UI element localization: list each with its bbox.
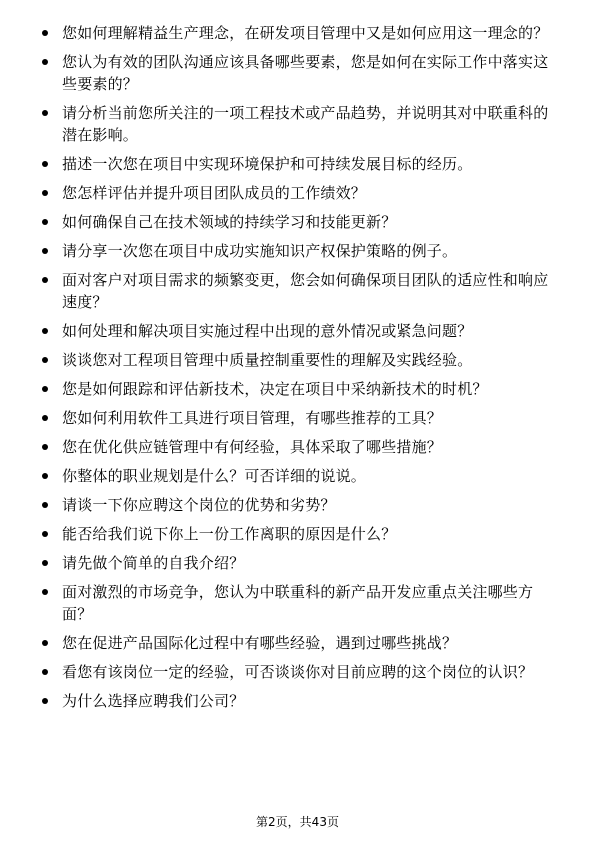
question-text: 描述一次您在项目中实现环境保护和可持续发展目标的经历。 bbox=[62, 155, 473, 173]
question-text: 您认为有效的团队沟通应该具备哪些要素，您是如何在实际工作中落实这些要素的？ bbox=[62, 53, 549, 93]
list-item bbox=[42, 661, 562, 683]
list-item bbox=[42, 51, 562, 95]
bullet-icon bbox=[42, 30, 48, 36]
list-item bbox=[42, 690, 562, 712]
bullet-icon bbox=[42, 190, 48, 196]
list-item bbox=[42, 581, 562, 625]
bullet-icon bbox=[42, 277, 48, 283]
list-item bbox=[42, 465, 562, 487]
page-number: 第2页，共43页 bbox=[256, 815, 339, 829]
bullet-icon bbox=[42, 444, 48, 450]
question-text: 您是如何跟踪和评估新技术，决定在项目中采纳新技术的时机？ bbox=[62, 380, 488, 398]
question-text: 你整体的职业规划是什么？可否详细的说说。 bbox=[62, 467, 367, 485]
list-item bbox=[42, 22, 562, 44]
question-text: 您怎样评估并提升项目团队成员的工作绩效？ bbox=[62, 184, 367, 202]
list-item bbox=[42, 632, 562, 654]
question-text: 面对客户对项目需求的频繁变更，您会如何确保项目团队的适应性和响应速度？ bbox=[62, 271, 549, 311]
question-text: 如何处理和解决项目实施过程中出现的意外情况或紧急问题？ bbox=[62, 322, 473, 340]
bullet-icon bbox=[42, 669, 48, 675]
bullet-icon bbox=[42, 473, 48, 479]
bullet-icon bbox=[42, 110, 48, 116]
bullet-icon bbox=[42, 248, 48, 254]
question-text: 请分析当前您所关注的一项工程技术或产品趋势，并说明其对中联重科的潜在影响。 bbox=[62, 104, 549, 144]
list-item bbox=[42, 269, 562, 313]
bullet-icon bbox=[42, 219, 48, 225]
bullet-icon bbox=[42, 415, 48, 421]
question-list bbox=[42, 22, 562, 719]
bullet-icon bbox=[42, 698, 48, 704]
question-text: 面对激烈的市场竞争，您认为中联重科的新产品开发应重点关注哪些方面？ bbox=[62, 583, 534, 623]
list-item bbox=[42, 494, 562, 516]
list-item bbox=[42, 240, 562, 262]
list-item bbox=[42, 523, 562, 545]
bullet-icon bbox=[42, 560, 48, 566]
list-item bbox=[42, 102, 562, 146]
question-text: 您在促进产品国际化过程中有哪些经验，遇到过哪些挑战？ bbox=[62, 634, 458, 652]
list-item bbox=[42, 320, 562, 342]
bullet-icon bbox=[42, 59, 48, 65]
bullet-icon bbox=[42, 589, 48, 595]
bullet-icon bbox=[42, 640, 48, 646]
bullet-icon bbox=[42, 161, 48, 167]
list-item bbox=[42, 407, 562, 429]
bullet-icon bbox=[42, 328, 48, 334]
bullet-icon bbox=[42, 386, 48, 392]
bullet-icon bbox=[42, 531, 48, 537]
list-item bbox=[42, 552, 562, 574]
list-item bbox=[42, 153, 562, 175]
list-item bbox=[42, 182, 562, 204]
question-text: 您在优化供应链管理中有何经验，具体采取了哪些措施？ bbox=[62, 438, 443, 456]
question-text: 请谈一下你应聘这个岗位的优势和劣势？ bbox=[62, 496, 336, 514]
question-text: 能否给我们说下你上一份工作离职的原因是什么？ bbox=[62, 525, 397, 543]
question-text: 请先做个简单的自我介绍？ bbox=[62, 554, 245, 572]
list-item bbox=[42, 378, 562, 400]
question-text: 您如何利用软件工具进行项目管理，有哪些推荐的工具？ bbox=[62, 409, 443, 427]
question-text: 如何确保自己在技术领域的持续学习和技能更新？ bbox=[62, 213, 397, 231]
question-text: 谈谈您对工程项目管理中质量控制重要性的理解及实践经验。 bbox=[62, 351, 473, 369]
bullet-icon bbox=[42, 502, 48, 508]
question-text: 为什么选择应聘我们公司？ bbox=[62, 692, 245, 710]
list-item bbox=[42, 436, 562, 458]
list-item bbox=[42, 349, 562, 371]
list-item bbox=[42, 211, 562, 233]
question-text: 请分享一次您在项目中成功实施知识产权保护策略的例子。 bbox=[62, 242, 458, 260]
question-text: 您如何理解精益生产理念，在研发项目管理中又是如何应用这一理念的？ bbox=[62, 24, 549, 42]
question-text: 看您有该岗位一定的经验，可否谈谈你对目前应聘的这个岗位的认识？ bbox=[62, 663, 534, 681]
bullet-icon bbox=[42, 357, 48, 363]
